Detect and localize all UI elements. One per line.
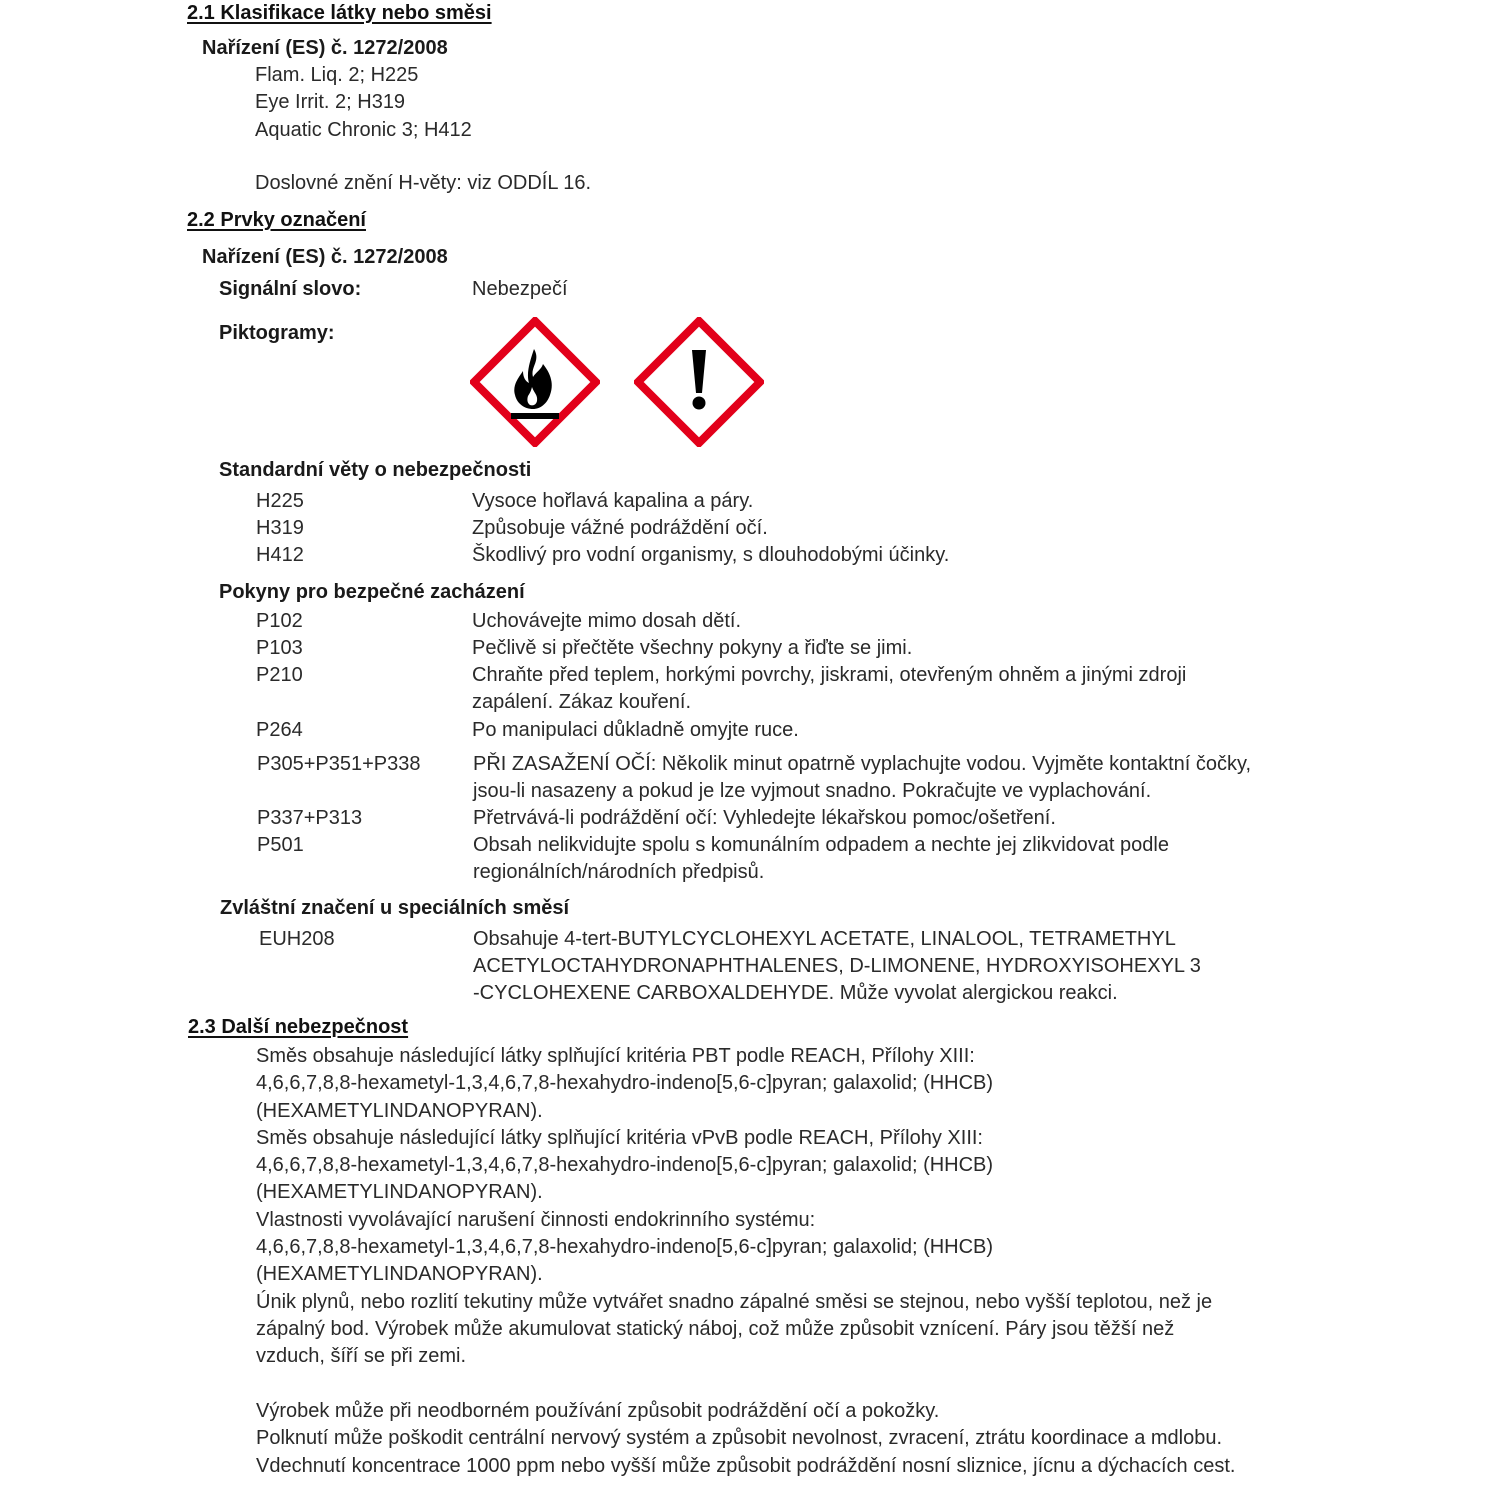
statement-code: H319 [256,517,304,539]
statement-code: P264 [256,719,303,741]
hazard-statements-heading: Standardní věty o nebezpečnosti [219,459,532,481]
statement-text: Škodlivý pro vodní organismy, s dlouhodobými účinky. [472,544,950,566]
classification-list [255,62,472,144]
precautionary-statements-heading: Pokyny pro bezpečné zacházení [219,581,525,603]
statement-code: P501 [257,834,304,856]
statement-text: Chraňte před teplem, horkými povrchy, jiskrami, otevřeným ohněm a jinými zdroji zapálení. Zákaz kouření. [472,664,1187,714]
statement-code: P210 [256,664,303,686]
section-heading-2-1: 2.1 Klasifikace látky nebo směsi [187,2,492,24]
statement-text: Pečlivě si přečtěte všechny pokyny a řiďte se jimi. [472,637,913,659]
statement-code: EUH208 [259,928,335,950]
statement-text: Přetrvává-li podráždění očí: Vyhledejte lékařskou pomoc/ošetření. [473,807,1056,829]
section-heading-2-3: 2.3 Další nebezpečnost [188,1016,409,1038]
statement-text: Obsahuje 4-tert-BUTYLCYCLOHEXYL ACETATE, LINALOOL, TETRAMETHYL ACETYLOCTAHYDRONAPHTHALENES, D-LIMONENE, HYDROXYISOHEXYL 3 -CYCLOHEXENE CARBOXALDEHYDE. Může vyvolat alergickou reakci. [473,928,1201,1005]
signal-word-label: Signální slovo: [219,278,362,300]
section-heading-2-2: 2.2 Prvky označení [187,209,366,231]
statement-code: P103 [256,637,303,659]
statement-code: P102 [256,610,303,632]
statement-text: Vysoce hořlavá kapalina a páry. [472,490,754,512]
statement-code: H412 [256,544,304,566]
statement-text: Po manipulaci důkladně omyjte ruce. [472,719,799,741]
statement-text: PŘI ZASAŽENÍ OČÍ: Několik minut opatrně vyplachujte vodou. Vyjměte kontaktní čočky, jsou-li nasazeny a pokud je lze vyjmout snadno. Pokračujte ve vyplachování. [473,753,1252,803]
signal-word-value: Nebezpečí [472,278,568,300]
statement-code: P305+P351+P338 [257,753,421,775]
health-effects-text: Výrobek může při neodborném používání způsobit podráždění očí a pokožky. Polknutí může poškodit centrální nervový systém a způsobit nevolnost, zvracení, ztrátu koordinace a mdlobu. Vdechnutí koncentrace 1000 ppm nebo vyšší může způsobit podráždění nosní sliznice, jícnu a dýchacích cest. [256,1400,1236,1477]
regulation-label: Nařízení (ES) č. 1272/2008 [202,246,448,268]
exclamation-mark-pictogram-icon [634,317,764,447]
flame-pictogram-icon [470,317,600,447]
classification-item: Flam. Liq. 2; H225 [255,64,419,86]
statement-text: Uchovávejte mimo dosah dětí. [472,610,742,632]
statement-code: P337+P313 [257,807,363,829]
classification-item: Eye Irrit. 2; H319 [255,91,406,114]
classification-item: Aquatic Chronic 3; H412 [255,118,472,141]
special-labelling-heading: Zvláštní značení u speciálních směsí [220,897,570,919]
statement-text: Způsobuje vážné podráždění očí. [472,517,768,539]
regulation-label: Nařízení (ES) č. 1272/2008 [202,37,448,59]
other-hazards-text: Směs obsahuje následující látky splňující kritéria PBT podle REACH, Přílohy XIII: 4,6,6,7,8,8-hexametyl-1,3,4,6,7,8-hexahydro-indeno[5,6-c]pyran; galaxolid; (HHCB) (HEXAMETYLINDANOPYRAN). Směs obsahuje následující látky splňující kritéria vPvB podle REACH, Přílohy XIII: 4,6,6,7,8,8-hexametyl-1,3,4,6,7,8-hexahydro-indeno[5,6-c]pyran; galaxolid; (HHCB) (HEXAMETYLINDANOPYRAN). Vlastnosti vyvolávající narušení činnosti endokrinního systému: 4,6,6,7,8,8-hexametyl-1,3,4,6,7,8-hexahydro-indeno[5,6-c]pyran; galaxolid; (HHCB) (HEXAMETYLINDANOPYRAN). Únik plynů, nebo rozlití tekutiny může vytvářet snadno zápalné směsi se stejnou, nebo vyšší teplotou, než je zápalný bod. Výrobek může akumulovat statický náboj, což může způsobit vznícení. Páry jsou těžší než vzduch, šíří se při zemi. [256,1045,1213,1368]
statement-code: H225 [256,490,304,512]
statement-text: Obsah nelikvidujte spolu s komunálním odpadem a nechte jej zlikvidovat podle regionálních/národních předpisů. [473,834,1169,884]
h-statements-note: Doslovné znění H-věty: viz ODDÍL 16. [255,172,592,194]
pictograms-label: Piktogramy: [219,322,335,344]
